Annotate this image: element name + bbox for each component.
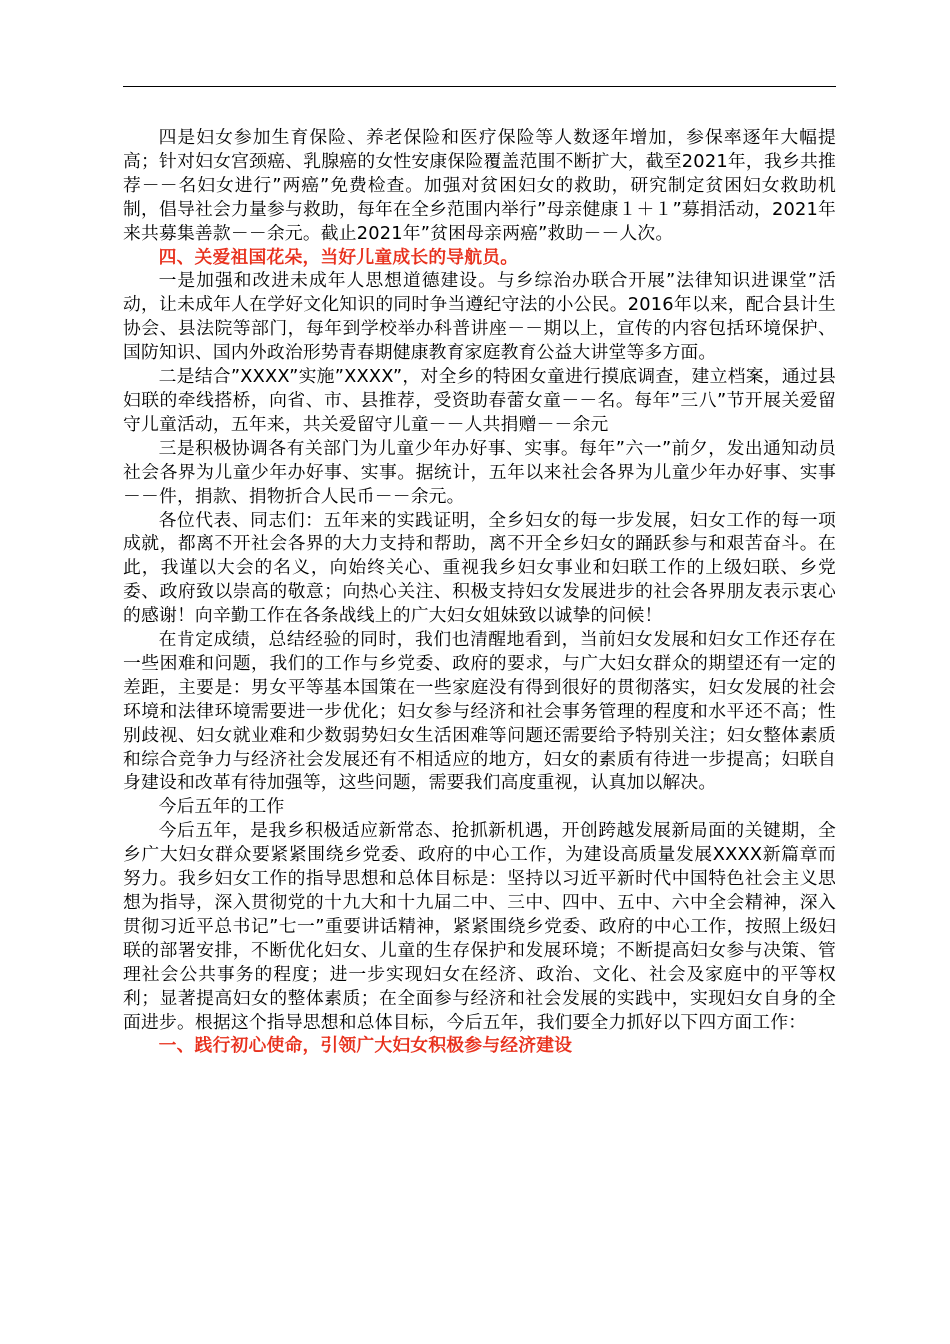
- section-heading: 一、践行初心使命，引领广大妇女积极参与经济建设: [158, 1035, 573, 1057]
- paragraph: 今后五年的工作: [158, 796, 285, 818]
- paragraph: 二是结合”XXXX”实施”XXXX”，对全乡的特困女童进行摸底调查，建立档案，通过县妇联的牵线搭桥，向省、市、县推荐，受资助春蕾女童－－名。每年”三八”节开展关爱留守儿童活动，五年来，共关爱留守儿童－－人共捐赠－－余元: [123, 366, 836, 435]
- paragraph: 各位代表、同志们：五年来的实践证明，全乡妇女的每一步发展，妇女工作的每一项成就，都离不开社会各界的大力支持和帮助，离不开全乡妇女的踊跃参与和艰苦奋斗。在此，我谨以大会的名义，向始终关心、重视我乡妇女事业和妇联工作的上级妇联、乡党委、政府致以崇高的敬意；向热心关注、积极支持妇女发展进步的社会各界朋友表示衷心的感谢！向辛勤工作在各条战线上的广大妇女姐妹致以诚挚的问候！: [123, 509, 836, 627]
- section-heading: 四、关爱祖国花朵，当好儿童成长的导航员。: [158, 246, 519, 268]
- document-body: [123, 126, 836, 1058]
- header-rule: [123, 86, 836, 87]
- paragraph: 一是加强和改进未成年人思想道德建设。与乡综治办联合开展”法律知识进课堂”活动，让未成年人在学好文化知识的同时争当遵纪守法的小公民。2016年以来，配合县计生协会、县法院等部门，每年到学校举办科普讲座－－期以上，宣传的内容包括环境保护、国防知识、国内外政治形势青春期健康教育家庭教育公益大讲堂等多方面。: [123, 270, 836, 364]
- paragraph: 在肯定成绩，总结经验的同时，我们也清醒地看到，当前妇女发展和妇女工作还存在一些困难和问题，我们的工作与乡党委、政府的要求，与广大妇女群众的期望还有一定的差距，主要是：男女平等基本国策在一些家庭没有得到很好的贯彻落实，妇女发展的社会环境和法律环境需要进一步优化；妇女参与经济和社会事务管理的程度和水平还不高；性别歧视、妇女就业难和少数弱势妇女生活困难等问题还需要给予特别关注；妇女整体素质和综合竞争力与经济社会发展还有不相适应的地方，妇女的素质有待进一步提高；妇联自身建设和改革有待加强等，这些问题，需要我们高度重视，认真加以解决。: [123, 629, 836, 794]
- paragraph: 今后五年，是我乡积极适应新常态、抢抓新机遇，开创跨越发展新局面的关键期，全乡广大妇女群众要紧紧围绕乡党委、政府的中心工作，为建设高质量发展XXXX新篇章而努力。我乡妇女工作的指导思想和总体目标是：坚持以习近平新时代中国特色社会主义思想为指导，深入贯彻党的十九大和十九届二中、三中、四中、五中、六中全会精神，深入贯彻习近平总书记”七一”重要讲话精神，紧紧围绕乡党委、政府的中心工作，按照上级妇联的部署安排，不断优化妇女、儿童的生存保护和发展环境；不断提高妇女参与决策、管理社会公共事务的程度；进一步实现妇女在经济、政治、文化、社会及家庭中的平等权利；显著提高妇女的整体素质；在全面参与经济和社会发展的实践中，实现妇女自身的全面进步。根据这个指导思想和总体目标，今后五年，我们要全力抓好以下四方面工作：: [123, 820, 836, 1033]
- paragraph: 四是妇女参加生育保险、养老保险和医疗保险等人数逐年增加，参保率逐年大幅提高；针对妇女宫颈癌、乳腺癌的女性安康保险覆盖范围不断扩大，截至2021年，我乡共推荐－－名妇女进行”两癌”免费检查。加强对贫困妇女的救助，研究制定贫困妇女救助机制，倡导社会力量参与救助，每年在全乡范围内举行”母亲健康１＋１”募捐活动，2021年来共募集善款－－余元。截止2021年”贫困母亲两癌”救助－－人次。: [123, 127, 836, 244]
- paragraph: 三是积极协调各有关部门为儿童少年办好事、实事。每年”六一”前夕，发出通知动员社会各界为儿童少年办好事、实事。据统计，五年以来社会各界为儿童少年办好事、实事－－件，捐款、捐物折合人民币－－余元。: [123, 437, 836, 507]
